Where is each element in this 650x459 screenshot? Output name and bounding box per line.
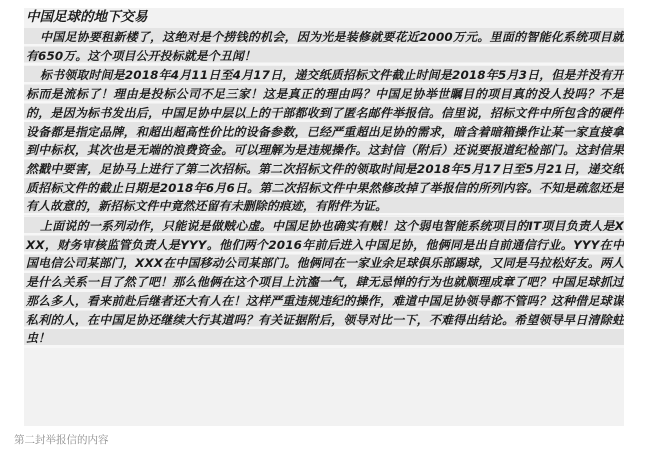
paragraph-2: 标书领取时间是2018年4月11日至4月17日，递交纸质招标文件截止时间是2018年5月3日，但是并没有开标而是流标了！理由是投标公司不足三家！这是真正的理由吗？中国足协举世瞩目的项目真的没人投吗？不是的，是因为标书发出后，中国足协中层以上的干部都收到了匿名邮件举报信。信里说，招标文件中所包含的硬件设备都是指定品牌，和超出超高性价比的设备参数，已经严重超出足协的需求，暗含着暗箱操作让某一家直接拿到中标权，其次也是无端的浪费资金。可以理解为是违规操作。这封信（附后）还说要报道纪检部门。这封信果然戳中要害，足协马上进行了第二次招标。第二次招标文件的领取时间是2018年5月17日至5月21日，递交纸质招标文件的截止日期是2018年6月6日。第二次招标文件中果然修改掉了举报信的所列内容。不知是疏忽还是有人故意的，新招标文件中竟然还留有未删除的痕迹，有附件为证。 <box>24 66 624 216</box>
paragraph-3: 上面说的一系列动作，只能说是做贼心虚。中国足协也确实有贼！这个弱电智能系统项目的IT项目负责人是XXX，财务审核监管负责人是YYY。他们两个2016年前后进入中国足协，他俩同是出自前通信行业。YYY在中国电信公司某部门，XXX在中国移动公司某部门。他俩同在一家业余足球俱乐部踢球，又同是马拉松好友。两人是什么关系一目了然了吧！那么他俩在这个项目上沆瀣一气，肆无忌惮的行为也就顺理成章了吧？中国足球抓过那么多人，看来前赴后继者还大有人在！这样严重违规违纪的操作，难道中国足协领导都不管吗？这种借足球谋私利的人，在中国足协还继续大行其道吗？有关证据附后，领导对比一下，不难得出结论。希望领导早日清除蛀虫！ <box>24 217 624 348</box>
paragraph-1: 中国足协要租新楼了，这绝对是个捞钱的机会，因为光是装修就要花近2000万元。里面的智能化系统项目就有650万。这个项目公开投标就是个丑闻！ <box>24 28 624 65</box>
letter-image <box>24 8 624 426</box>
document-title: 中国足球的地下交易 <box>26 9 148 25</box>
image-caption: 第二封举报信的内容 <box>14 434 109 446</box>
